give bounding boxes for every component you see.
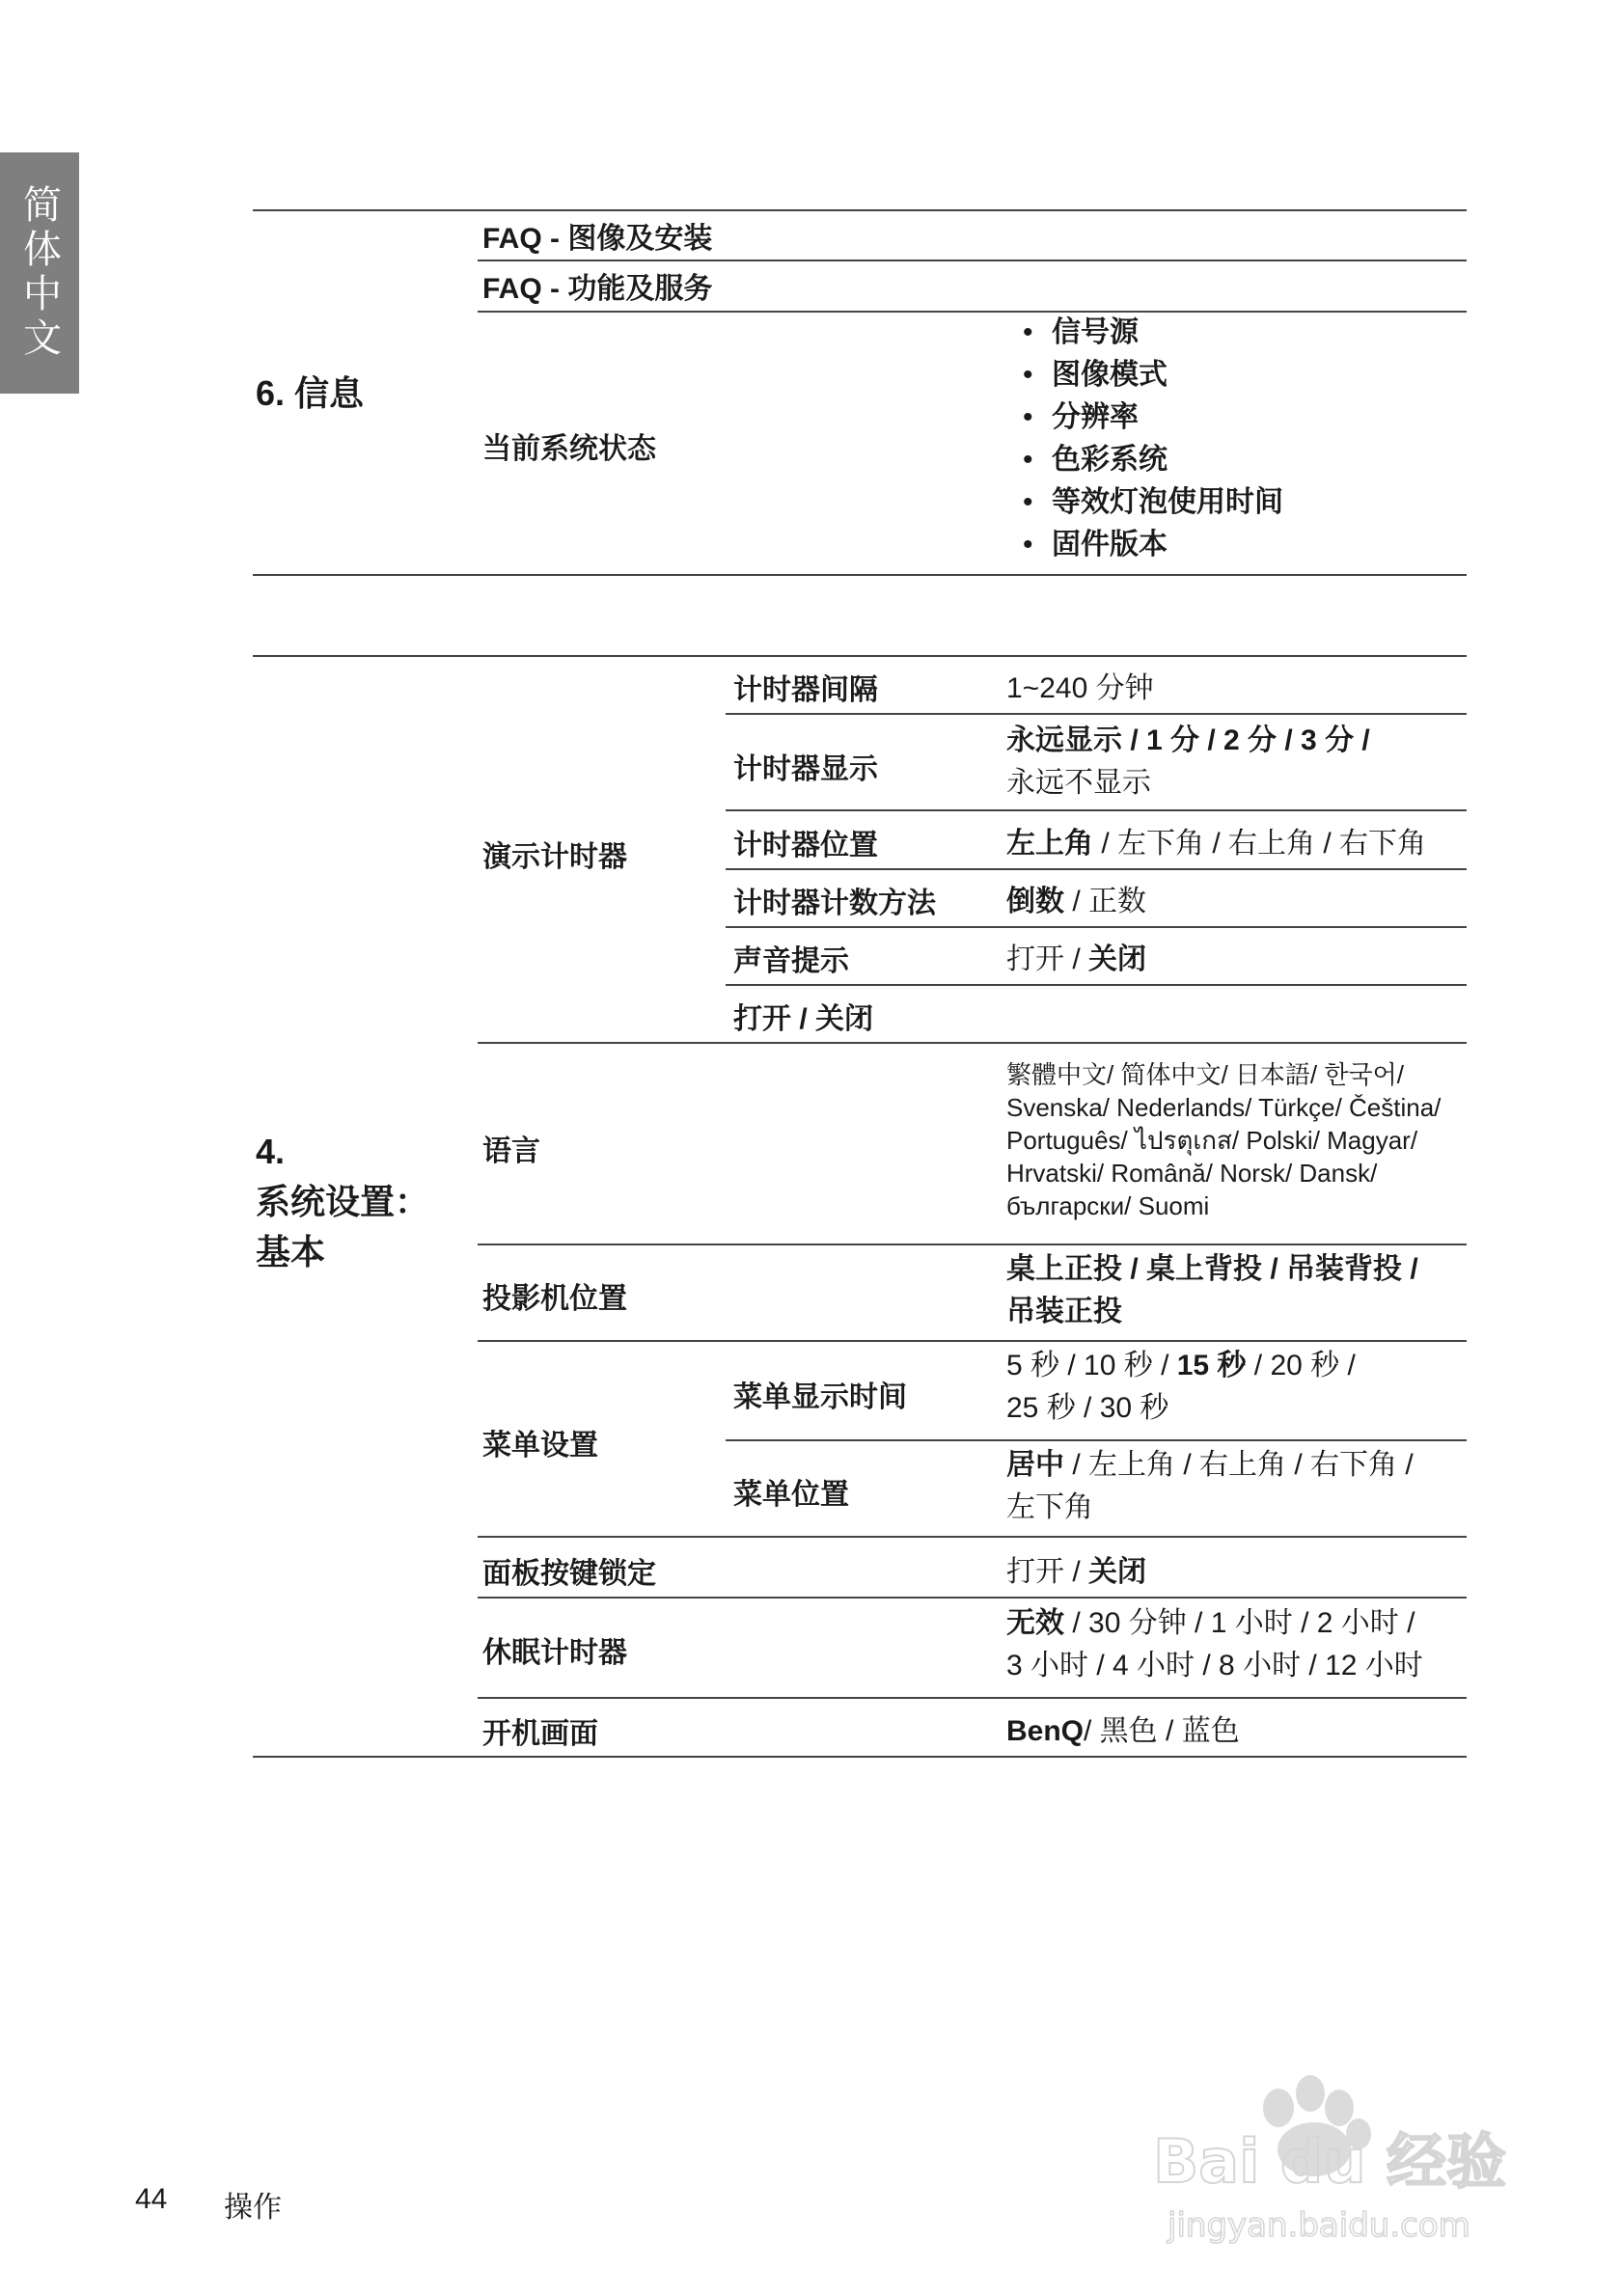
menu-position-line: 居中 / 左上角 / 右上角 / 右下角 / bbox=[1006, 1449, 1414, 1481]
divider bbox=[253, 574, 1467, 576]
menu-position-value bbox=[1006, 1444, 1414, 1529]
timer-interval-label: 计时器间隔 bbox=[733, 674, 878, 706]
current-status-label: 当前系统状态 bbox=[482, 433, 656, 465]
divider bbox=[478, 1042, 1467, 1044]
language-side-tab bbox=[0, 152, 79, 394]
language-label: 语言 bbox=[482, 1135, 540, 1167]
list-item: • 固件版本 bbox=[1023, 524, 1283, 566]
divider bbox=[726, 868, 1467, 870]
splash-screen-value: BenQ/ 黑色 / 蓝色 bbox=[1006, 1715, 1240, 1747]
divider bbox=[726, 1439, 1467, 1441]
projector-position-line: 桌上正投 / 桌上背投 / 吊装背投 / bbox=[1006, 1253, 1418, 1285]
watermark-brand: Bai du 经验 bbox=[1153, 2126, 1507, 2197]
divider bbox=[478, 1244, 1467, 1245]
divider bbox=[478, 1597, 1467, 1599]
projector-position-value bbox=[1006, 1248, 1418, 1333]
sleep-timer-line: 无效 / 30 分钟 / 1 小时 / 2 小时 / bbox=[1006, 1607, 1415, 1639]
projector-position-label: 投影机位置 bbox=[482, 1283, 627, 1315]
timer-count-label: 计时器计数方法 bbox=[733, 888, 936, 919]
faq-function-row: FAQ - 功能及服务 bbox=[482, 273, 713, 305]
list-item: • 图像模式 bbox=[1023, 354, 1283, 396]
timer-onoff-label: 打开 / 关闭 bbox=[733, 1003, 874, 1035]
section-title-info: 6. 信息 bbox=[256, 373, 365, 413]
sleep-timer-label: 休眠计时器 bbox=[482, 1637, 627, 1669]
divider bbox=[253, 1756, 1467, 1758]
baidu-watermark bbox=[1148, 2064, 1553, 2248]
section-title-system bbox=[256, 1127, 429, 1277]
divider bbox=[478, 1340, 1467, 1342]
menu-position-label: 菜单位置 bbox=[733, 1479, 849, 1511]
divider bbox=[253, 655, 1467, 657]
page-number: 44 bbox=[135, 2183, 168, 2215]
menu-time-line: 5 秒 / 10 秒 / 15 秒 / 20 秒 / bbox=[1006, 1350, 1356, 1381]
watermark-url: jingyan.baidu.com bbox=[1168, 2206, 1470, 2245]
divider bbox=[478, 1536, 1467, 1538]
divider bbox=[726, 809, 1467, 811]
menu-time-line: 25 秒 / 30 秒 bbox=[1006, 1392, 1169, 1424]
menu-settings-label: 菜单设置 bbox=[482, 1430, 598, 1462]
timer-display-line: 永远显示 / 1 分 / 2 分 / 3 分 / bbox=[1006, 724, 1370, 756]
section-title-line: 4. bbox=[256, 1132, 286, 1171]
status-items-list bbox=[1023, 312, 1283, 566]
timer-position-label: 计时器位置 bbox=[733, 830, 878, 861]
divider bbox=[726, 984, 1467, 986]
section-title-line: 基本 bbox=[256, 1232, 326, 1271]
side-tab-label: 简体中文 bbox=[16, 184, 62, 362]
menu-display-time-value bbox=[1006, 1345, 1356, 1430]
panel-key-lock-label: 面板按键锁定 bbox=[482, 1558, 656, 1590]
paw-logo-icon bbox=[1148, 2064, 1553, 2248]
list-item: • 色彩系统 bbox=[1023, 439, 1283, 481]
timer-interval-value: 1~240 分钟 bbox=[1006, 672, 1154, 704]
sound-reminder-value: 打开 / 关闭 bbox=[1006, 943, 1147, 975]
section-title-line: 系统设置： bbox=[256, 1182, 430, 1221]
divider bbox=[478, 311, 1467, 313]
divider bbox=[478, 1697, 1467, 1699]
list-item: • 信号源 bbox=[1023, 312, 1283, 354]
projector-position-line: 吊装正投 bbox=[1006, 1296, 1122, 1327]
timer-display-value bbox=[1006, 720, 1370, 805]
timer-count-value: 倒数 / 正数 bbox=[1006, 886, 1147, 917]
sound-reminder-label: 声音提示 bbox=[733, 945, 849, 977]
sleep-timer-value bbox=[1006, 1602, 1423, 1687]
presentation-timer-label: 演示计时器 bbox=[482, 841, 627, 873]
list-item: • 分辨率 bbox=[1023, 396, 1283, 439]
list-item: • 等效灯泡使用时间 bbox=[1023, 481, 1283, 524]
panel-key-lock-value: 打开 / 关闭 bbox=[1006, 1556, 1147, 1588]
menu-display-time-label: 菜单显示时间 bbox=[733, 1381, 907, 1413]
divider bbox=[726, 926, 1467, 928]
divider bbox=[726, 713, 1467, 715]
menu-position-line: 左下角 bbox=[1006, 1491, 1093, 1523]
divider bbox=[253, 209, 1467, 211]
timer-display-line: 永远不显示 bbox=[1006, 767, 1151, 799]
language-options: 繁體中文/ 简体中文/ 日本語/ 한국어/ Svenska/ Nederlands/ Türkçe/ Čeština/ Português/ ไปรตุเกส/ Polski/ Magyar/ Hrvatski/ Română/ Norsk/ Dansk/ български/ Suomi bbox=[1006, 1060, 1442, 1220]
divider bbox=[478, 260, 1467, 261]
faq-image-row: FAQ - 图像及安装 bbox=[482, 223, 713, 255]
splash-screen-label: 开机画面 bbox=[482, 1718, 598, 1750]
timer-position-value: 左上角 / 左下角 / 右上角 / 右下角 bbox=[1006, 828, 1427, 860]
timer-display-label: 计时器显示 bbox=[733, 753, 878, 785]
footer-section: 操作 bbox=[224, 2192, 282, 2224]
sleep-timer-line: 3 小时 / 4 小时 / 8 小时 / 12 小时 bbox=[1006, 1650, 1423, 1681]
